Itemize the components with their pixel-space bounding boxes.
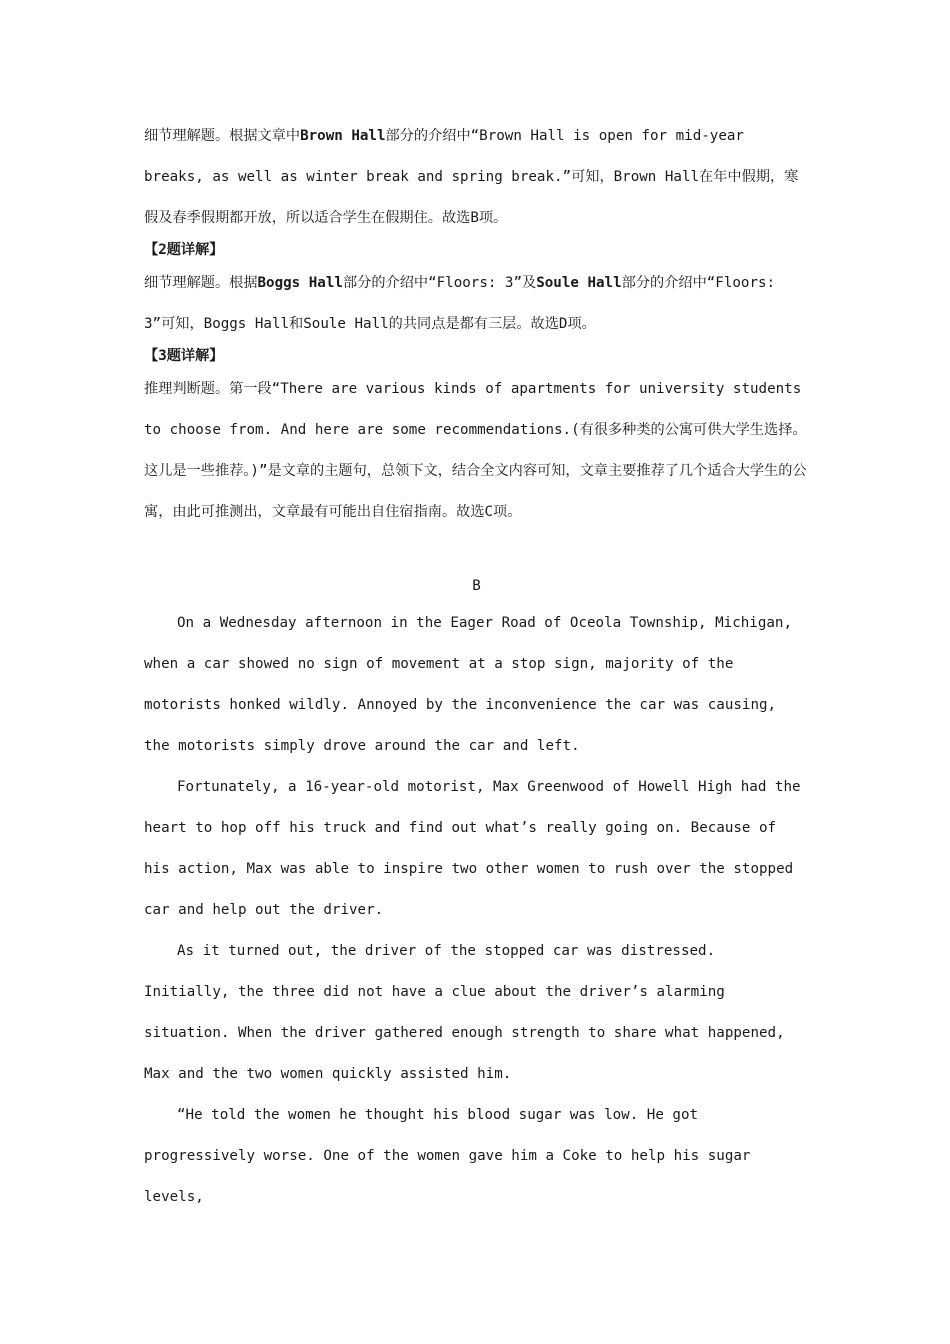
passage-paragraph-2: Fortunately, a 16-year-old motorist, Max Greenwood of Howell High had the heart to hop off his truck and find out what’s really going on. Because of his action, Max was able to inspire two other women to rush over the stopped car and help out the driver.: [144, 779, 801, 918]
answer-2-bold-term-1: Boggs Hall: [257, 275, 343, 291]
answer-1-paragraph: [144, 116, 809, 239]
passage-paragraph-1: On a Wednesday afternoon in the Eager Road of Oceola Township, Michigan, when a car showed no sign of movement at a stop sign, majority of the motorists honked wildly. Annoyed by the inconvenience the car was causing, the motorists simply drove around the car and left.: [144, 615, 792, 754]
question-3-heading: 【3题详解】: [144, 348, 224, 364]
document-page: [144, 116, 809, 1218]
answer-3-paragraph: 推理判断题。第一段“There are various kinds of apartments for university students to choose from. And here are some recommendations.(有很多种类的公寓可供大学生选择。这儿是一些推荐。)”是文章的主题句，总领下文，结合全文内容可知，文章主要推荐了几个适合大学生的公寓，由此可推测出，文章最有可能出自住宿指南。故选C项。: [144, 381, 807, 520]
section-b-title: B: [472, 578, 481, 594]
question-2-heading: 【2题详解】: [144, 242, 224, 258]
answer-2-text-a: 细节理解题。根据: [144, 275, 258, 291]
answer-1-text-c: 部分的介绍中“Brown Hall is open for mid-year breaks, as well as winter break and spring break.”可知，Brown Hall在年中假期，寒假及春季假期都开放，所以适合学生在假期住。故选B项。: [144, 128, 799, 226]
answer-2-text-e: 部分的介绍中“Floors: 3”可知，Boggs Hall和Soule Hall的共同点是都有三层。故选D项。: [144, 275, 776, 332]
answer-1-bold-term: Brown Hall: [300, 128, 386, 144]
passage-paragraph-4: “He told the women he thought his blood sugar was low. He got progressively worse. One of the women gave him a Coke to help his sugar levels,: [144, 1107, 751, 1205]
answer-1-text-a: 细节理解题。根据文章中: [144, 128, 301, 144]
passage-paragraph-3: As it turned out, the driver of the stopped car was distressed. Initially, the three did not have a clue about the driver’s alarming situation. When the driver gathered enough strength to share what happened, Max and the two women quickly assisted him.: [144, 943, 785, 1082]
answer-2-paragraph: [144, 263, 809, 345]
answer-2-text-c: 部分的介绍中“Floors: 3”及: [342, 275, 537, 291]
answer-2-bold-term-2: Soule Hall: [536, 275, 622, 291]
